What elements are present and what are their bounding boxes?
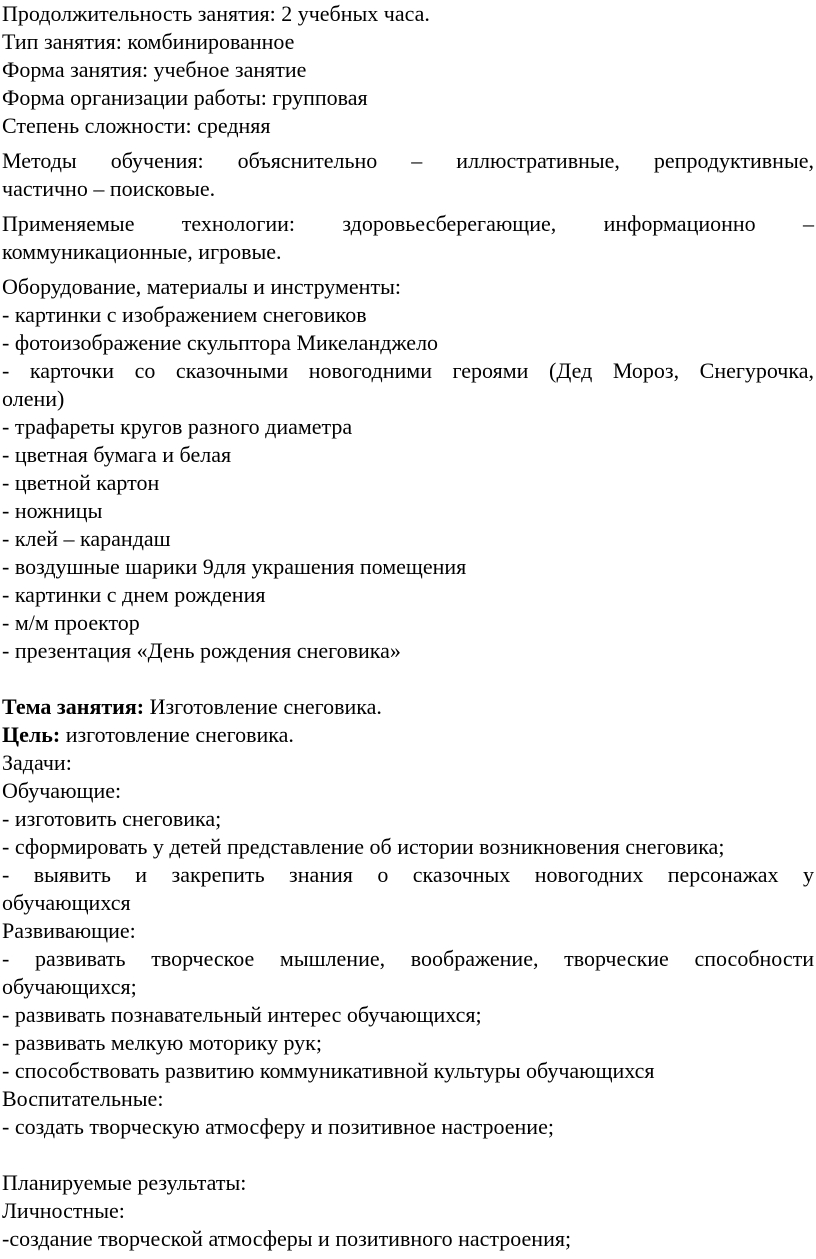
equipment-item-continuation: олени)	[2, 386, 65, 411]
technologies-line-1: Применяемые технологии: здоровьесберегающие, информационно –	[2, 211, 814, 236]
blank-line	[2, 1141, 814, 1169]
personal-result-item: -создание творческой атмосферы и позитивного настроения;	[2, 1226, 572, 1251]
results-title: Планируемые результаты:	[2, 1170, 247, 1195]
goal-value: изготовление снеговика.	[60, 722, 294, 747]
developing-title: Развивающие:	[2, 918, 136, 943]
developing-item-continuation: обучающихся;	[2, 974, 137, 999]
equipment-item: - картинки с днем рождения	[2, 582, 266, 607]
equipment-item: - цветная бумага и белая	[2, 442, 232, 467]
equipment-item: - презентация «День рождения снеговика»	[2, 638, 401, 663]
tasks-title: Задачи:	[2, 750, 72, 775]
difficulty-line: Степень сложности: средняя	[2, 113, 271, 138]
upbringing-item: - создать творческую атмосферу и позитивное настроение;	[2, 1114, 554, 1139]
topic-line	[2, 693, 814, 721]
equipment-item: - цветной картон	[2, 470, 160, 495]
equipment-item: - ножницы	[2, 498, 103, 523]
equipment-item: - фотоизображение скульптора Микеланджело	[2, 330, 439, 355]
teaching-item-continuation: обучающихся	[2, 890, 131, 915]
developing-item: - способствовать развитию коммуникативной культуры обучающихся	[2, 1058, 655, 1083]
upbringing-title: Воспитательные:	[2, 1086, 164, 1111]
teaching-item: - сформировать у детей представление об истории возникновения снеговика;	[2, 834, 725, 859]
goal-line	[2, 721, 814, 749]
lesson-type-line: Тип занятия: комбинированное	[2, 29, 295, 54]
goal-label: Цель:	[2, 722, 61, 747]
equipment-item: - клей – карандаш	[2, 526, 171, 551]
personal-results-title: Личностные:	[2, 1198, 125, 1223]
equipment-item: - картинки с изображением снеговиков	[2, 302, 367, 327]
equipment-item: - трафареты кругов разного диаметра	[2, 414, 353, 439]
organization-form-line: Форма организации работы: групповая	[2, 85, 368, 110]
equipment-title: Оборудование, материалы и инструменты:	[2, 274, 401, 299]
developing-item: - развивать творческое мышление, воображение, творческие способности	[2, 946, 814, 971]
teaching-item: - изготовить снеговика;	[2, 806, 222, 831]
teaching-item: - выявить и закрепить знания о сказочных новогодних персонажах у	[2, 862, 814, 887]
topic-value: Изготовление снеговика.	[144, 694, 382, 719]
teaching-title: Обучающие:	[2, 778, 122, 803]
equipment-item: - м/м проектор	[2, 610, 140, 635]
duration-line: Продолжительность занятия: 2 учебных часа.	[2, 1, 430, 26]
lesson-form-line: Форма занятия: учебное занятие	[2, 57, 307, 82]
equipment-item: - воздушные шарики 9для украшения помещения	[2, 554, 467, 579]
topic-label: Тема занятия:	[2, 694, 145, 719]
developing-item: - развивать познавательный интерес обучающихся;	[2, 1002, 482, 1027]
technologies-line-2: коммуникационные, игровые.	[2, 239, 282, 264]
methods-line-1: Методы обучения: объяснительно – иллюстративные, репродуктивные,	[2, 148, 814, 173]
methods-line-2: частично – поисковые.	[2, 176, 216, 201]
blank-line	[2, 665, 814, 693]
equipment-item: - карточки со сказочными новогодними героями (Дед Мороз, Снегурочка,	[2, 358, 814, 383]
developing-item: - развивать мелкую моторику рук;	[2, 1030, 322, 1055]
